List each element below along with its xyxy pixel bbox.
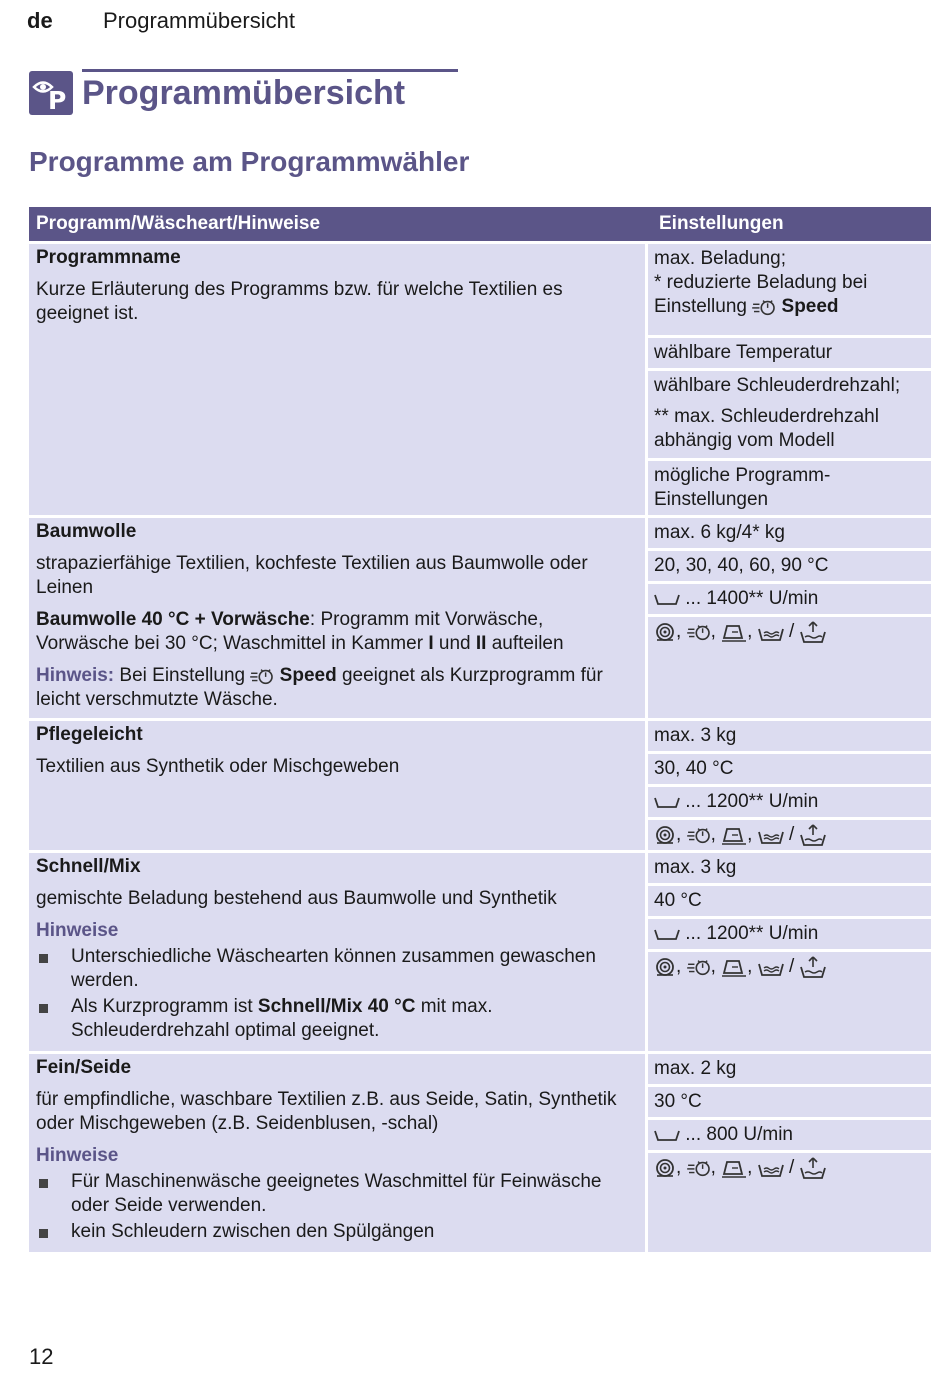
table-row-schnell-mix (29, 853, 931, 1051)
page-number: 12 (29, 1344, 54, 1369)
settings-column (648, 518, 931, 718)
load-cell: max. 3 kg (648, 853, 931, 883)
list-item: kein Schleudern zwischen den Spülgängen (36, 1220, 639, 1244)
hint-text-b: geeignet als Kurzprogramm für leicht verschmutzte Wäsche. (36, 665, 603, 710)
hints-label: Hinweise (36, 920, 119, 942)
program-description-cell (29, 721, 645, 850)
language-code: de (27, 8, 53, 33)
prewash-note (36, 608, 639, 656)
easy-iron-icon (721, 824, 747, 846)
temperature-cell: 30, 40 °C (648, 754, 931, 784)
program-table (29, 207, 931, 1252)
spin-cell (648, 371, 931, 458)
separator: , (747, 621, 753, 643)
water-plus-icon (758, 956, 784, 978)
stain-icon (654, 824, 676, 846)
temperature-cell: wählbare Temperatur (648, 338, 931, 368)
title-rule (82, 69, 458, 72)
spin-text: wählbare Schleuderdrehzahl; (654, 375, 901, 396)
rinse-plus-icon (800, 823, 826, 847)
speed-clock-icon (687, 1158, 711, 1178)
slash: / (788, 824, 795, 846)
program-name: Programmname (36, 247, 181, 268)
prewash-label: Baumwolle 40 °C + Vorwäsche (36, 609, 310, 630)
split-text: aufteilen (491, 633, 564, 654)
program-description: gemischte Beladung bestehend aus Baumwolle und Synthetik (36, 888, 557, 910)
load-text: max. Beladung; (654, 248, 787, 269)
program-name: Baumwolle (36, 521, 137, 542)
program-name: Pflegeleicht (36, 724, 143, 745)
rinse-plus-icon (800, 1156, 826, 1180)
separator: , (676, 956, 682, 978)
table-row-pflegeleicht (29, 721, 931, 850)
spin-tub-icon (654, 795, 680, 809)
program-description: strapazierfähige Textilien, kochfeste Textilien aus Baumwolle oder Leinen (36, 553, 588, 598)
hints-list (36, 1170, 639, 1244)
program-description: Textilien aus Synthetik oder Mischgeweben (36, 756, 400, 777)
chamber-two: II (475, 633, 487, 654)
list-item-text: mit max. Schleuderdrehzahl optimal geeignet. (71, 996, 493, 1042)
spin-tub-icon (654, 927, 680, 941)
options-cell (648, 1153, 931, 1252)
speed-label: Speed (781, 296, 839, 317)
easy-iron-icon (721, 621, 747, 643)
program-description-cell (29, 1054, 645, 1252)
spin-tub-icon (654, 1128, 680, 1142)
list-item-text: Als Kurzprogramm ist (71, 996, 253, 1018)
settings-column (648, 1054, 931, 1252)
separator: , (676, 621, 682, 643)
load-cell: max. 2 kg (648, 1054, 931, 1084)
list-item (36, 995, 639, 1043)
svg-text:P: P (48, 86, 67, 115)
hint-text-a: Bei Einstellung (119, 665, 246, 686)
spin-text: ... 1200** U/min (685, 791, 819, 812)
running-header-title: Programmübersicht (103, 8, 295, 33)
separator: , (747, 824, 753, 846)
slash: / (788, 1157, 795, 1179)
options-cell (648, 820, 931, 850)
separator: , (710, 621, 716, 643)
spin-cell (648, 584, 931, 614)
separator: , (747, 956, 753, 978)
spin-cell (648, 919, 931, 949)
options-cell (648, 952, 931, 1051)
program-description-cell (29, 244, 645, 515)
spin-cell (648, 1120, 931, 1150)
spin-cell (648, 787, 931, 817)
load-cell: max. 3 kg (648, 721, 931, 751)
rinse-plus-icon (800, 955, 826, 979)
list-item: Unterschiedliche Wäschearten können zusammen gewaschen werden. (36, 945, 639, 993)
speed-clock-icon (687, 957, 711, 977)
water-plus-icon (758, 621, 784, 643)
hint-note (36, 664, 639, 712)
chapter-title: Programmübersicht (82, 74, 406, 112)
speed-label: Speed (279, 665, 337, 686)
separator: , (710, 1157, 716, 1179)
program-name: Schnell/Mix (36, 856, 141, 878)
stain-icon (654, 956, 676, 978)
spin-text: ... 1400** U/min (685, 588, 819, 609)
hint-label: Hinweis: (36, 665, 115, 686)
separator: , (747, 1157, 753, 1179)
program-description: Kurze Erläuterung des Programms bzw. für welche Textilien es geeignet ist. (36, 279, 563, 324)
table-row-fein-seide (29, 1054, 931, 1252)
and-text: und (438, 633, 471, 654)
easy-iron-icon (721, 956, 747, 978)
speed-clock-icon (687, 825, 711, 845)
table-header (29, 207, 931, 241)
settings-column (648, 721, 931, 850)
program-description-cell (29, 518, 645, 718)
separator: , (710, 956, 716, 978)
column-header-program: Programm/Wäscheart/Hinweise (36, 213, 321, 234)
spin-text: ... 800 U/min (685, 1124, 793, 1146)
table-row-baumwolle (29, 518, 931, 718)
hints-list (36, 945, 639, 1043)
running-header (27, 8, 295, 34)
slash: / (788, 621, 795, 643)
temperature-cell: 40 °C (648, 886, 931, 916)
column-header-settings: Einstellungen (659, 213, 784, 234)
program-name: Fein/Seide (36, 1057, 132, 1079)
settings-column (648, 244, 931, 515)
water-plus-icon (758, 824, 784, 846)
stain-icon (654, 1157, 676, 1179)
program-description: für empfindliche, waschbare Textilien z.B. aus Seide, Satin, Synthetik oder Mischgeweben (z.B. Seidenblusen, -schal) (36, 1089, 617, 1135)
options-cell (648, 617, 931, 718)
load-note-text: * reduzierte Beladung bei Einstellung (654, 272, 868, 317)
speed-clock-icon (687, 622, 711, 642)
stain-icon (654, 621, 676, 643)
hints-label: Hinweise (36, 1145, 119, 1167)
list-item: Für Maschinenwäsche geeignetes Waschmittel für Feinwäsche oder Seide verwenden. (36, 1170, 639, 1218)
separator: , (676, 824, 682, 846)
easy-iron-icon (721, 1157, 747, 1179)
load-cell: max. 6 kg/4* kg (648, 518, 931, 548)
rinse-plus-icon (800, 620, 826, 644)
speed-clock-icon (752, 297, 776, 317)
table-row-legend (29, 244, 931, 515)
spin-text: ... 1200** U/min (685, 923, 819, 945)
spin-tub-icon (654, 592, 680, 606)
temperature-cell: 30 °C (648, 1087, 931, 1117)
temperature-cell: 20, 30, 40, 60, 90 °C (648, 551, 931, 581)
load-cell (648, 244, 931, 335)
spin-note: ** max. Schleuderdrehzahl abhängig vom Modell (654, 406, 879, 451)
separator: , (676, 1157, 682, 1179)
section-title: Programme am Programmwähler (29, 146, 470, 177)
load-note (654, 271, 925, 319)
list-item-bold: Schnell/Mix 40 °C (257, 996, 416, 1018)
options-cell: mögliche Programm-Einstellungen (648, 461, 931, 515)
separator: , (710, 824, 716, 846)
settings-column (648, 853, 931, 1051)
program-overview-icon (29, 71, 73, 115)
slash: / (788, 956, 795, 978)
water-plus-icon (758, 1157, 784, 1179)
chamber-one: I (428, 633, 434, 654)
speed-clock-icon (250, 666, 274, 686)
program-description-cell (29, 853, 645, 1051)
prewash-text: : Programm mit Vorwäsche, Vorwäsche bei 30 °C; Waschmittel in Kammer (36, 609, 544, 654)
